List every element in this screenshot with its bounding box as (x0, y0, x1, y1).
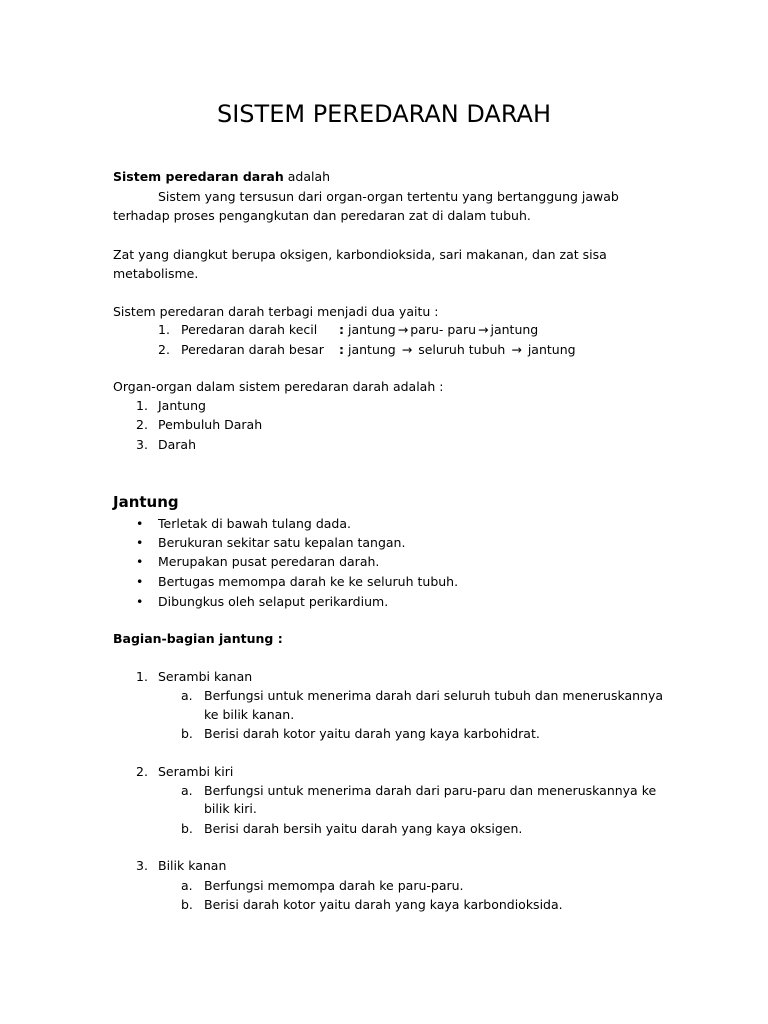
sub-letter: a. (181, 783, 193, 798)
arrow-right-icon: → (397, 322, 409, 337)
section-heading-jantung: Jantung (113, 493, 179, 511)
page-title: SISTEM PEREDARAN DARAH (216, 100, 551, 128)
bullet-icon: • (136, 594, 144, 609)
types-item-path (339, 341, 576, 359)
zat-text-line2: metabolisme. (113, 266, 199, 281)
definition-suffix: adalah (283, 169, 331, 184)
organ-item: Pembuluh Darah (158, 417, 263, 432)
organ-item: Darah (158, 437, 197, 452)
list-number: 3. (136, 437, 148, 452)
types-intro: Sistem peredaran darah terbagi menjadi dua yaitu : (113, 304, 439, 319)
part-name: Bilik kanan (158, 858, 227, 873)
bullet-icon: • (136, 516, 144, 531)
fact-item: Terletak di bawah tulang dada. (158, 516, 351, 531)
sub-text: Berfungsi memompa darah ke paru-paru. (204, 878, 464, 893)
bullet-icon: • (136, 554, 144, 569)
arrow-right-icon: → (401, 342, 413, 357)
sub-text-cont: ke bilik kanan. (204, 707, 295, 722)
bullet-icon: • (136, 535, 144, 550)
types-item-path (339, 321, 538, 339)
arrow-right-icon: → (478, 322, 489, 337)
sub-text: Berisi darah kotor yaitu darah yang kaya karbondioksida. (204, 897, 563, 912)
bullet-icon: • (136, 574, 144, 589)
sub-letter: b. (181, 726, 193, 741)
sub-letter: a. (181, 688, 193, 703)
part-name: Serambi kanan (158, 669, 253, 684)
sub-text: Berisi darah bersih yaitu darah yang kaya oksigen. (204, 821, 523, 836)
sub-letter: b. (181, 821, 193, 836)
sub-text-cont: bilik kiri. (204, 801, 257, 816)
definition-text-line1: Sistem yang tersusun dari organ-organ tertentu yang bertanggung jawab (158, 189, 619, 204)
fact-item: Bertugas memompa darah ke ke seluruh tubuh. (158, 574, 459, 589)
path-start: jantung (347, 342, 396, 357)
list-number: 2. (136, 764, 148, 779)
sub-text: Berisi darah kotor yaitu darah yang kaya karbohidrat. (204, 726, 540, 741)
organs-intro: Organ-organ dalam sistem peredaran darah adalah : (113, 379, 444, 394)
list-number: 1. (136, 398, 148, 413)
definition-term: Sistem peredaran darah (113, 169, 284, 184)
path-middle: paru- paru (410, 322, 477, 337)
list-number: 1. (158, 322, 170, 337)
path-start: jantung (347, 322, 396, 337)
zat-text-line1: Zat yang diangkut berupa oksigen, karbondioksida, sari makanan, dan zat sisa (113, 247, 607, 262)
path-end: jantung (527, 342, 576, 357)
colon: : (339, 342, 344, 357)
colon: : (339, 322, 344, 337)
organ-item: Jantung (158, 398, 206, 413)
definition-line (113, 168, 330, 186)
path-middle: seluruh tubuh (418, 342, 506, 357)
bagian-heading: Bagian-bagian jantung : (113, 631, 283, 646)
fact-item: Berukuran sekitar satu kepalan tangan. (158, 535, 406, 550)
sub-text: Berfungsi untuk menerima darah dari paru-paru dan meneruskannya ke (204, 783, 657, 798)
part-name: Serambi kiri (158, 764, 234, 779)
path-end: jantung (490, 322, 539, 337)
list-number: 1. (136, 669, 148, 684)
sub-text: Berfungsi untuk menerima darah dari seluruh tubuh dan meneruskannya (204, 688, 664, 703)
definition-text-line2: terhadap proses pengangkutan dan peredaran zat di dalam tubuh. (113, 208, 531, 223)
types-item-name: Peredaran darah kecil (181, 322, 318, 337)
list-number: 2. (158, 342, 170, 357)
list-number: 3. (136, 858, 148, 873)
sub-letter: b. (181, 897, 193, 912)
sub-letter: a. (181, 878, 193, 893)
fact-item: Merupakan pusat peredaran darah. (158, 554, 380, 569)
arrow-right-icon: → (511, 342, 522, 357)
types-item-name: Peredaran darah besar (181, 342, 324, 357)
fact-item: Dibungkus oleh selaput perikardium. (158, 594, 389, 609)
list-number: 2. (136, 417, 148, 432)
